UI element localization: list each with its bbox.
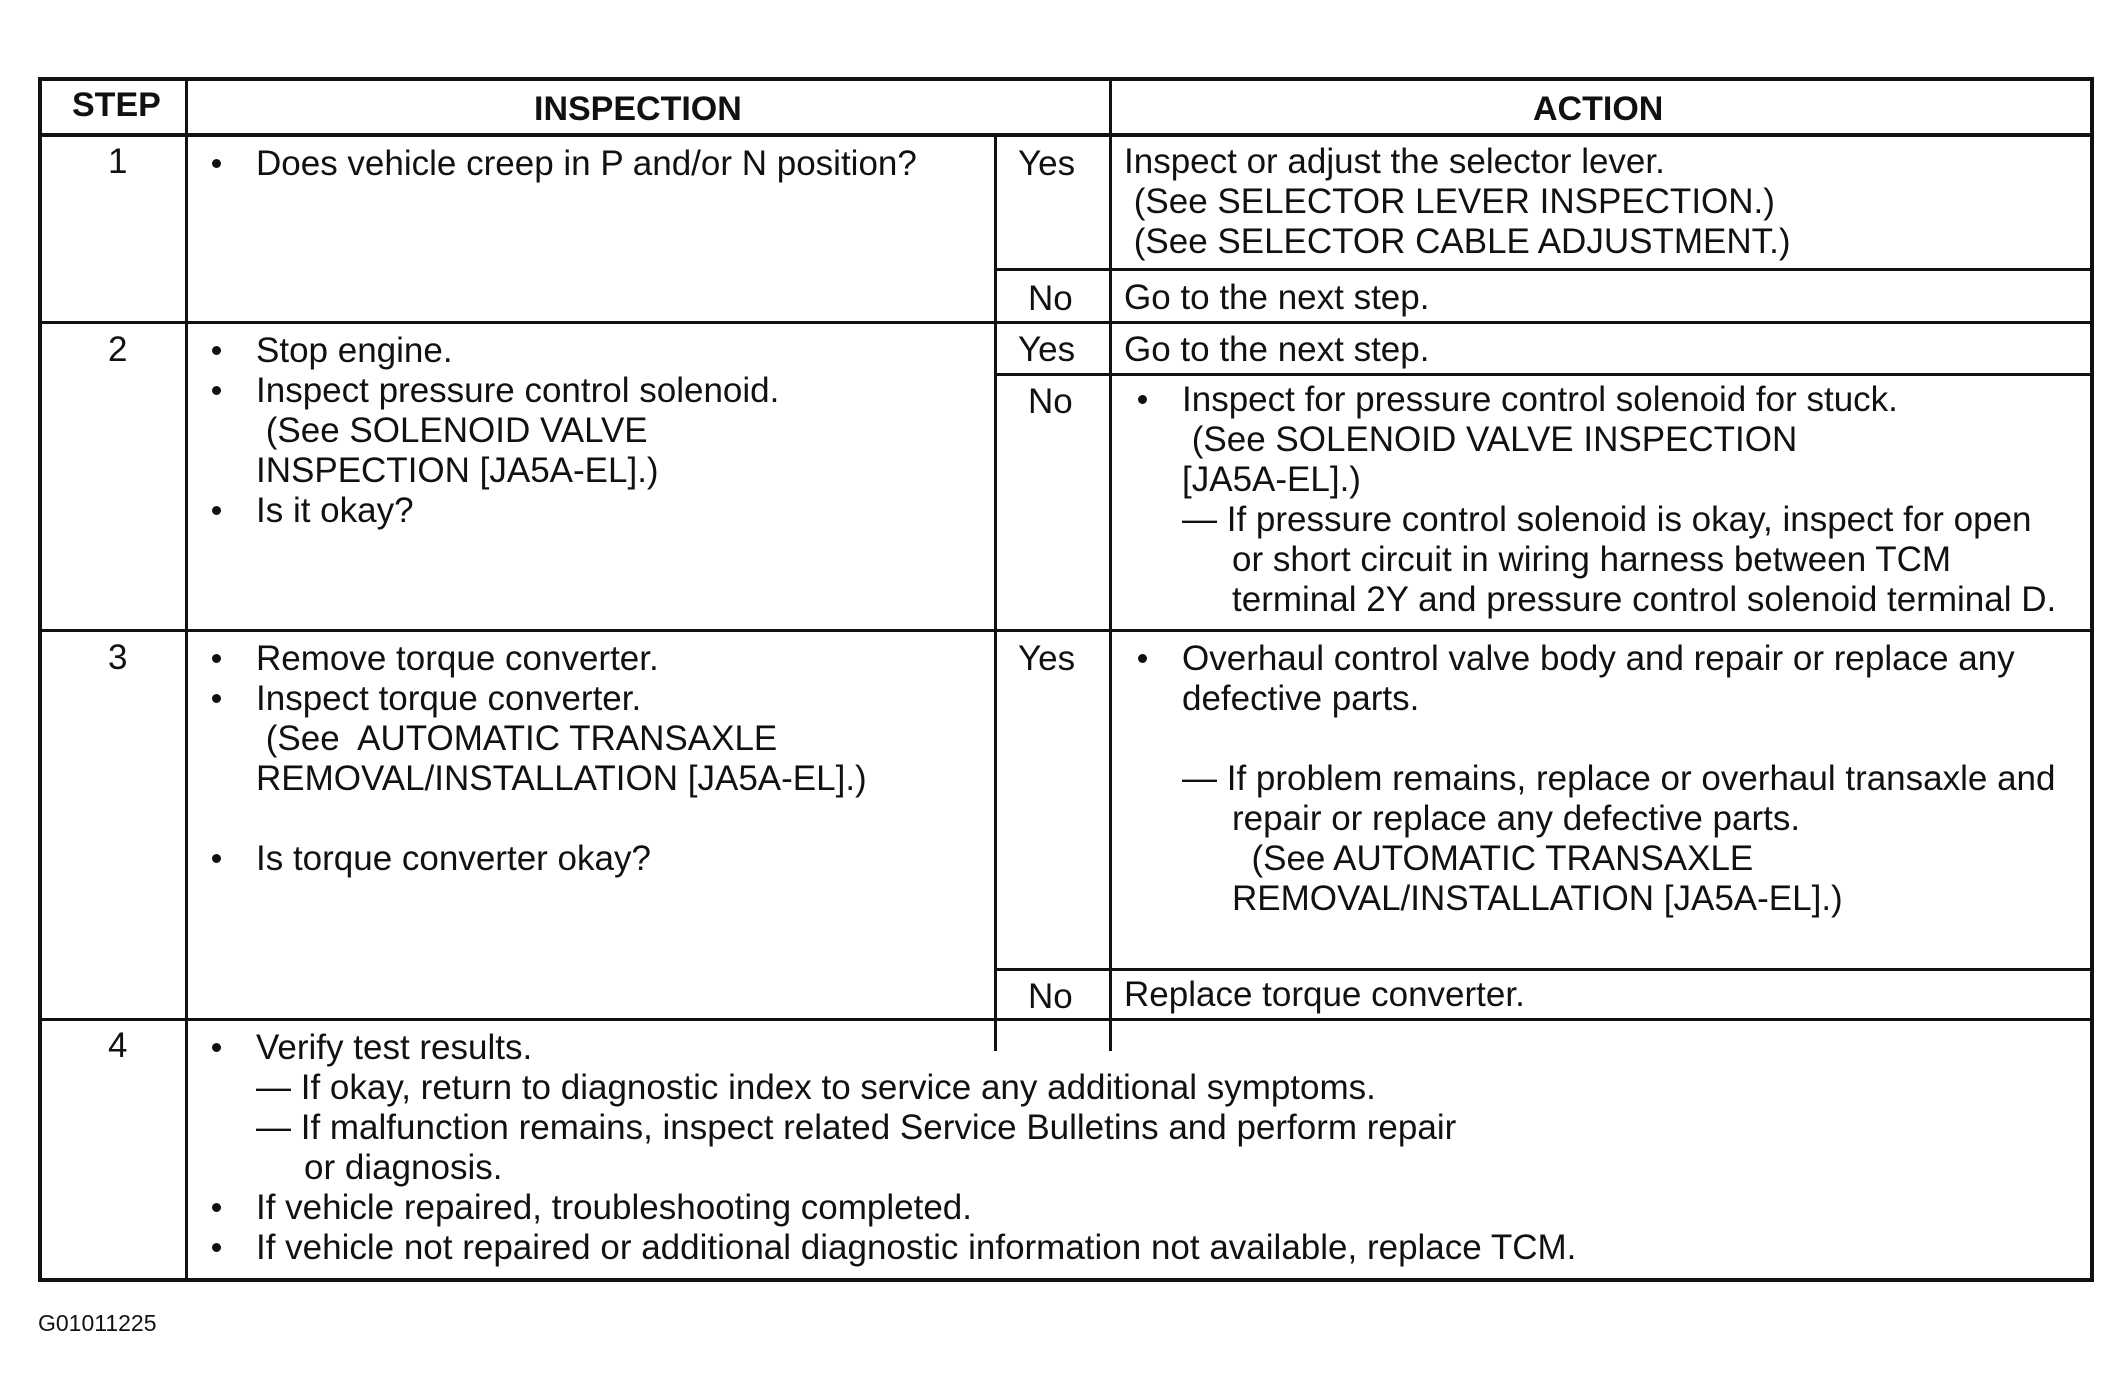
action-line: repair or replace any defective parts.	[1232, 799, 1801, 838]
inspection-line: — If okay, return to diagnostic index to service any additional symptoms.	[256, 1068, 1376, 1107]
yes-label: Yes	[1018, 639, 1076, 678]
action-line: Go to the next step.	[1124, 278, 1430, 317]
action-line: Inspect for pressure control solenoid for stuck.	[1182, 380, 1898, 419]
header-inspection: INSPECTION	[534, 90, 742, 128]
inspection-line: Is torque converter okay?	[256, 839, 651, 878]
step-number: 1	[108, 142, 128, 181]
row3-yesno-divider	[994, 968, 2094, 971]
inspection-line: INSPECTION [JA5A-EL].)	[256, 451, 659, 490]
action-line: (See SELECTOR CABLE ADJUSTMENT.)	[1124, 222, 1791, 261]
action-line: or short circuit in wiring harness between TCM	[1232, 540, 1952, 579]
row1-divider	[42, 321, 2094, 324]
action-line: — If pressure control solenoid is okay, inspect for open	[1182, 500, 2032, 539]
action-line: defective parts.	[1182, 679, 1420, 718]
no-label: No	[1028, 977, 1073, 1016]
header-step: STEP	[72, 86, 161, 124]
action-line: Inspect or adjust the selector lever.	[1124, 142, 1665, 181]
inspection-line: Remove torque converter.	[256, 639, 659, 678]
header-divider	[42, 133, 2094, 137]
no-label: No	[1028, 279, 1073, 318]
diagnostic-table	[38, 77, 2094, 1282]
divider-action-col	[1109, 81, 1112, 1051]
figure-code: G01011225	[38, 1310, 157, 1336]
divider-step-col	[185, 81, 188, 1282]
inspection-line: (See SOLENOID VALVE	[256, 411, 648, 450]
action-line: [JA5A-EL].)	[1182, 460, 1361, 499]
row3-divider	[42, 1018, 2094, 1021]
no-label: No	[1028, 382, 1073, 421]
inspection-line: Verify test results.	[256, 1028, 533, 1067]
inspection-line: Is it okay?	[256, 491, 414, 530]
inspection-line: If vehicle not repaired or additional diagnostic information not available, replace TCM.	[256, 1228, 1577, 1267]
action-line: Replace torque converter.	[1124, 975, 1525, 1014]
action-line: REMOVAL/INSTALLATION [JA5A-EL].)	[1232, 879, 1843, 918]
step-number: 4	[108, 1026, 128, 1065]
yes-label: Yes	[1018, 330, 1076, 369]
row2-divider	[42, 629, 2094, 632]
inspection-line: If vehicle repaired, troubleshooting completed.	[256, 1188, 972, 1227]
inspection-line: Inspect pressure control solenoid.	[256, 371, 780, 410]
inspection-line: Inspect torque converter.	[256, 679, 642, 718]
inspection-line: (See AUTOMATIC TRANSAXLE	[256, 719, 778, 758]
step-number: 2	[108, 330, 128, 369]
inspection-line: or diagnosis.	[304, 1148, 503, 1187]
action-line: — If problem remains, replace or overhaul transaxle and	[1182, 759, 2056, 798]
yes-label: Yes	[1018, 144, 1076, 183]
header-action: ACTION	[1533, 90, 1664, 128]
inspection-line: Stop engine.	[256, 331, 453, 370]
inspection-line: Does vehicle creep in P and/or N position?	[256, 144, 917, 183]
row1-yesno-divider	[994, 268, 2094, 271]
inspection-line: — If malfunction remains, inspect related Service Bulletins and perform repair	[256, 1108, 1457, 1147]
action-line: (See SELECTOR LEVER INSPECTION.)	[1124, 182, 1775, 221]
row2-yesno-divider	[994, 373, 2094, 376]
inspection-line: REMOVAL/INSTALLATION [JA5A-EL].)	[256, 759, 867, 798]
action-line: terminal 2Y and pressure control solenoid terminal D.	[1232, 580, 2057, 619]
action-line: Go to the next step.	[1124, 330, 1430, 369]
action-line: (See AUTOMATIC TRANSAXLE	[1232, 839, 1754, 878]
step-number: 3	[108, 638, 128, 677]
action-line: Overhaul control valve body and repair or replace any	[1182, 639, 2015, 678]
action-line: (See SOLENOID VALVE INSPECTION	[1182, 420, 1798, 459]
